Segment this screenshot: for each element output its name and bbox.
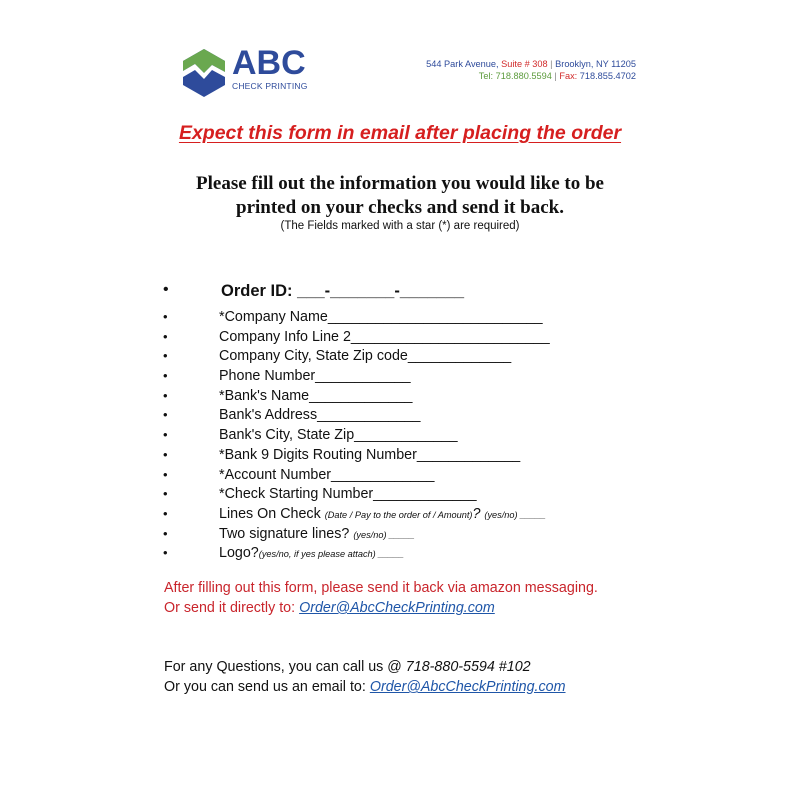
- field-label: *Check Starting Number_____________: [219, 486, 477, 503]
- field-label: Company City, State Zip code_____________: [219, 348, 512, 365]
- contact-info: [164, 657, 566, 697]
- headline: Expect this form in email after placing the order: [178, 122, 622, 144]
- field-company-info-2: [163, 329, 723, 349]
- fax-label: Fax:: [559, 71, 578, 81]
- bullet-icon: •: [163, 466, 168, 482]
- instructions-line-2: printed on your checks and send it back.: [236, 197, 564, 218]
- company-address: [426, 58, 636, 82]
- contact-email-link[interactable]: Order@AbcCheckPrinting.com: [369, 679, 566, 695]
- logo-subtext: CHECK PRINTING: [232, 81, 308, 91]
- bullet-icon: •: [163, 387, 168, 403]
- bullet-icon: •: [163, 446, 168, 462]
- contact-separator: |: [554, 71, 557, 81]
- field-answer-blank: (yes/no) _____: [353, 529, 415, 540]
- field-bank-city: [163, 427, 723, 447]
- field-label-group: [219, 545, 404, 561]
- field-lines-on-check: [163, 506, 723, 526]
- bullet-icon: •: [163, 368, 168, 384]
- fax-number: 718.855.4702: [579, 71, 636, 81]
- contact-line-1-prefix: For any Questions, you can call us @: [164, 659, 406, 675]
- field-label-group: [219, 526, 415, 542]
- bullet-icon: •: [163, 486, 168, 502]
- field-label: Phone Number____________: [219, 368, 411, 385]
- field-phone: [163, 368, 723, 388]
- field-company-city: [163, 348, 723, 368]
- field-label: Two signature lines?: [219, 525, 350, 542]
- field-label-group: [219, 506, 546, 522]
- field-routing-number: [163, 447, 723, 467]
- field-label: *Account Number_____________: [219, 466, 435, 483]
- field-label: *Bank's Name_____________: [219, 387, 413, 404]
- logo-hexagon-icon: [182, 48, 226, 98]
- address-line-2: [426, 70, 636, 82]
- bullet-icon: •: [163, 281, 169, 298]
- field-label: *Bank 9 Digits Routing Number_____________: [219, 446, 521, 463]
- closing-line-2-prefix: Or send it directly to:: [164, 600, 300, 616]
- field-account-number: [163, 467, 723, 487]
- bullet-icon: •: [163, 407, 168, 423]
- logo-wordmark: ABC: [232, 44, 306, 82]
- field-answer-blank: (yes/no, if yes please attach) _____: [258, 549, 404, 560]
- field-question-mark: ?: [472, 505, 481, 522]
- field-two-signatures: [163, 526, 723, 546]
- order-email-link[interactable]: Order@AbcCheckPrinting.com: [299, 600, 495, 616]
- field-logo: [163, 545, 723, 565]
- field-label: *Company Name___________________________: [219, 309, 543, 325]
- field-label: Logo?: [219, 545, 259, 562]
- tel-label: Tel:: [478, 71, 494, 81]
- required-note: (The Fields marked with a star (*) are required): [280, 220, 520, 232]
- field-label: Lines On Check: [219, 505, 321, 522]
- bullet-icon: •: [163, 427, 168, 443]
- bullet-icon: •: [163, 328, 168, 344]
- field-hint: (Date / Pay to the order of / Amount): [324, 509, 473, 520]
- field-label: Company Info Line 2_________________________: [219, 328, 550, 345]
- field-label: Order ID: ___-_______-_______: [221, 282, 465, 300]
- address-separator: |: [550, 59, 553, 69]
- field-label: Bank's Address_____________: [219, 407, 421, 424]
- contact-line-2-prefix: Or you can send us an email to:: [164, 679, 370, 695]
- field-list: [163, 282, 723, 565]
- field-bank-name: [163, 388, 723, 408]
- bullet-icon: •: [163, 505, 168, 521]
- field-company-name: [163, 309, 723, 329]
- bullet-icon: •: [163, 348, 168, 364]
- contact-line-1: [164, 657, 566, 677]
- bullet-icon: •: [163, 525, 168, 541]
- contact-line-2: [164, 677, 566, 697]
- closing-line-1: After filling out this form, please send it back via amazon messaging.: [164, 580, 598, 596]
- field-label: Bank's City, State Zip_____________: [219, 427, 458, 444]
- bullet-icon: •: [163, 309, 168, 324]
- instructions: [0, 172, 800, 220]
- field-order-id: [163, 282, 723, 309]
- bullet-icon: •: [163, 545, 168, 561]
- address-suite: Suite # 308: [501, 59, 548, 69]
- address-city: Brooklyn, NY 11205: [555, 59, 636, 69]
- closing-line-2: [164, 598, 598, 618]
- field-bank-address: [163, 407, 723, 427]
- closing-instructions: [164, 578, 598, 618]
- field-check-start: [163, 486, 723, 506]
- tel-number: 718.880.5594: [495, 71, 552, 81]
- contact-phone: 718-880-5594 #102: [405, 659, 531, 675]
- address-street: 544 Park Avenue,: [426, 59, 499, 69]
- address-line-1: [426, 58, 636, 70]
- instructions-line-1: Please fill out the information you would like to be: [196, 173, 604, 194]
- company-logo: [182, 44, 312, 98]
- field-answer-blank: (yes/no) _____: [484, 509, 546, 520]
